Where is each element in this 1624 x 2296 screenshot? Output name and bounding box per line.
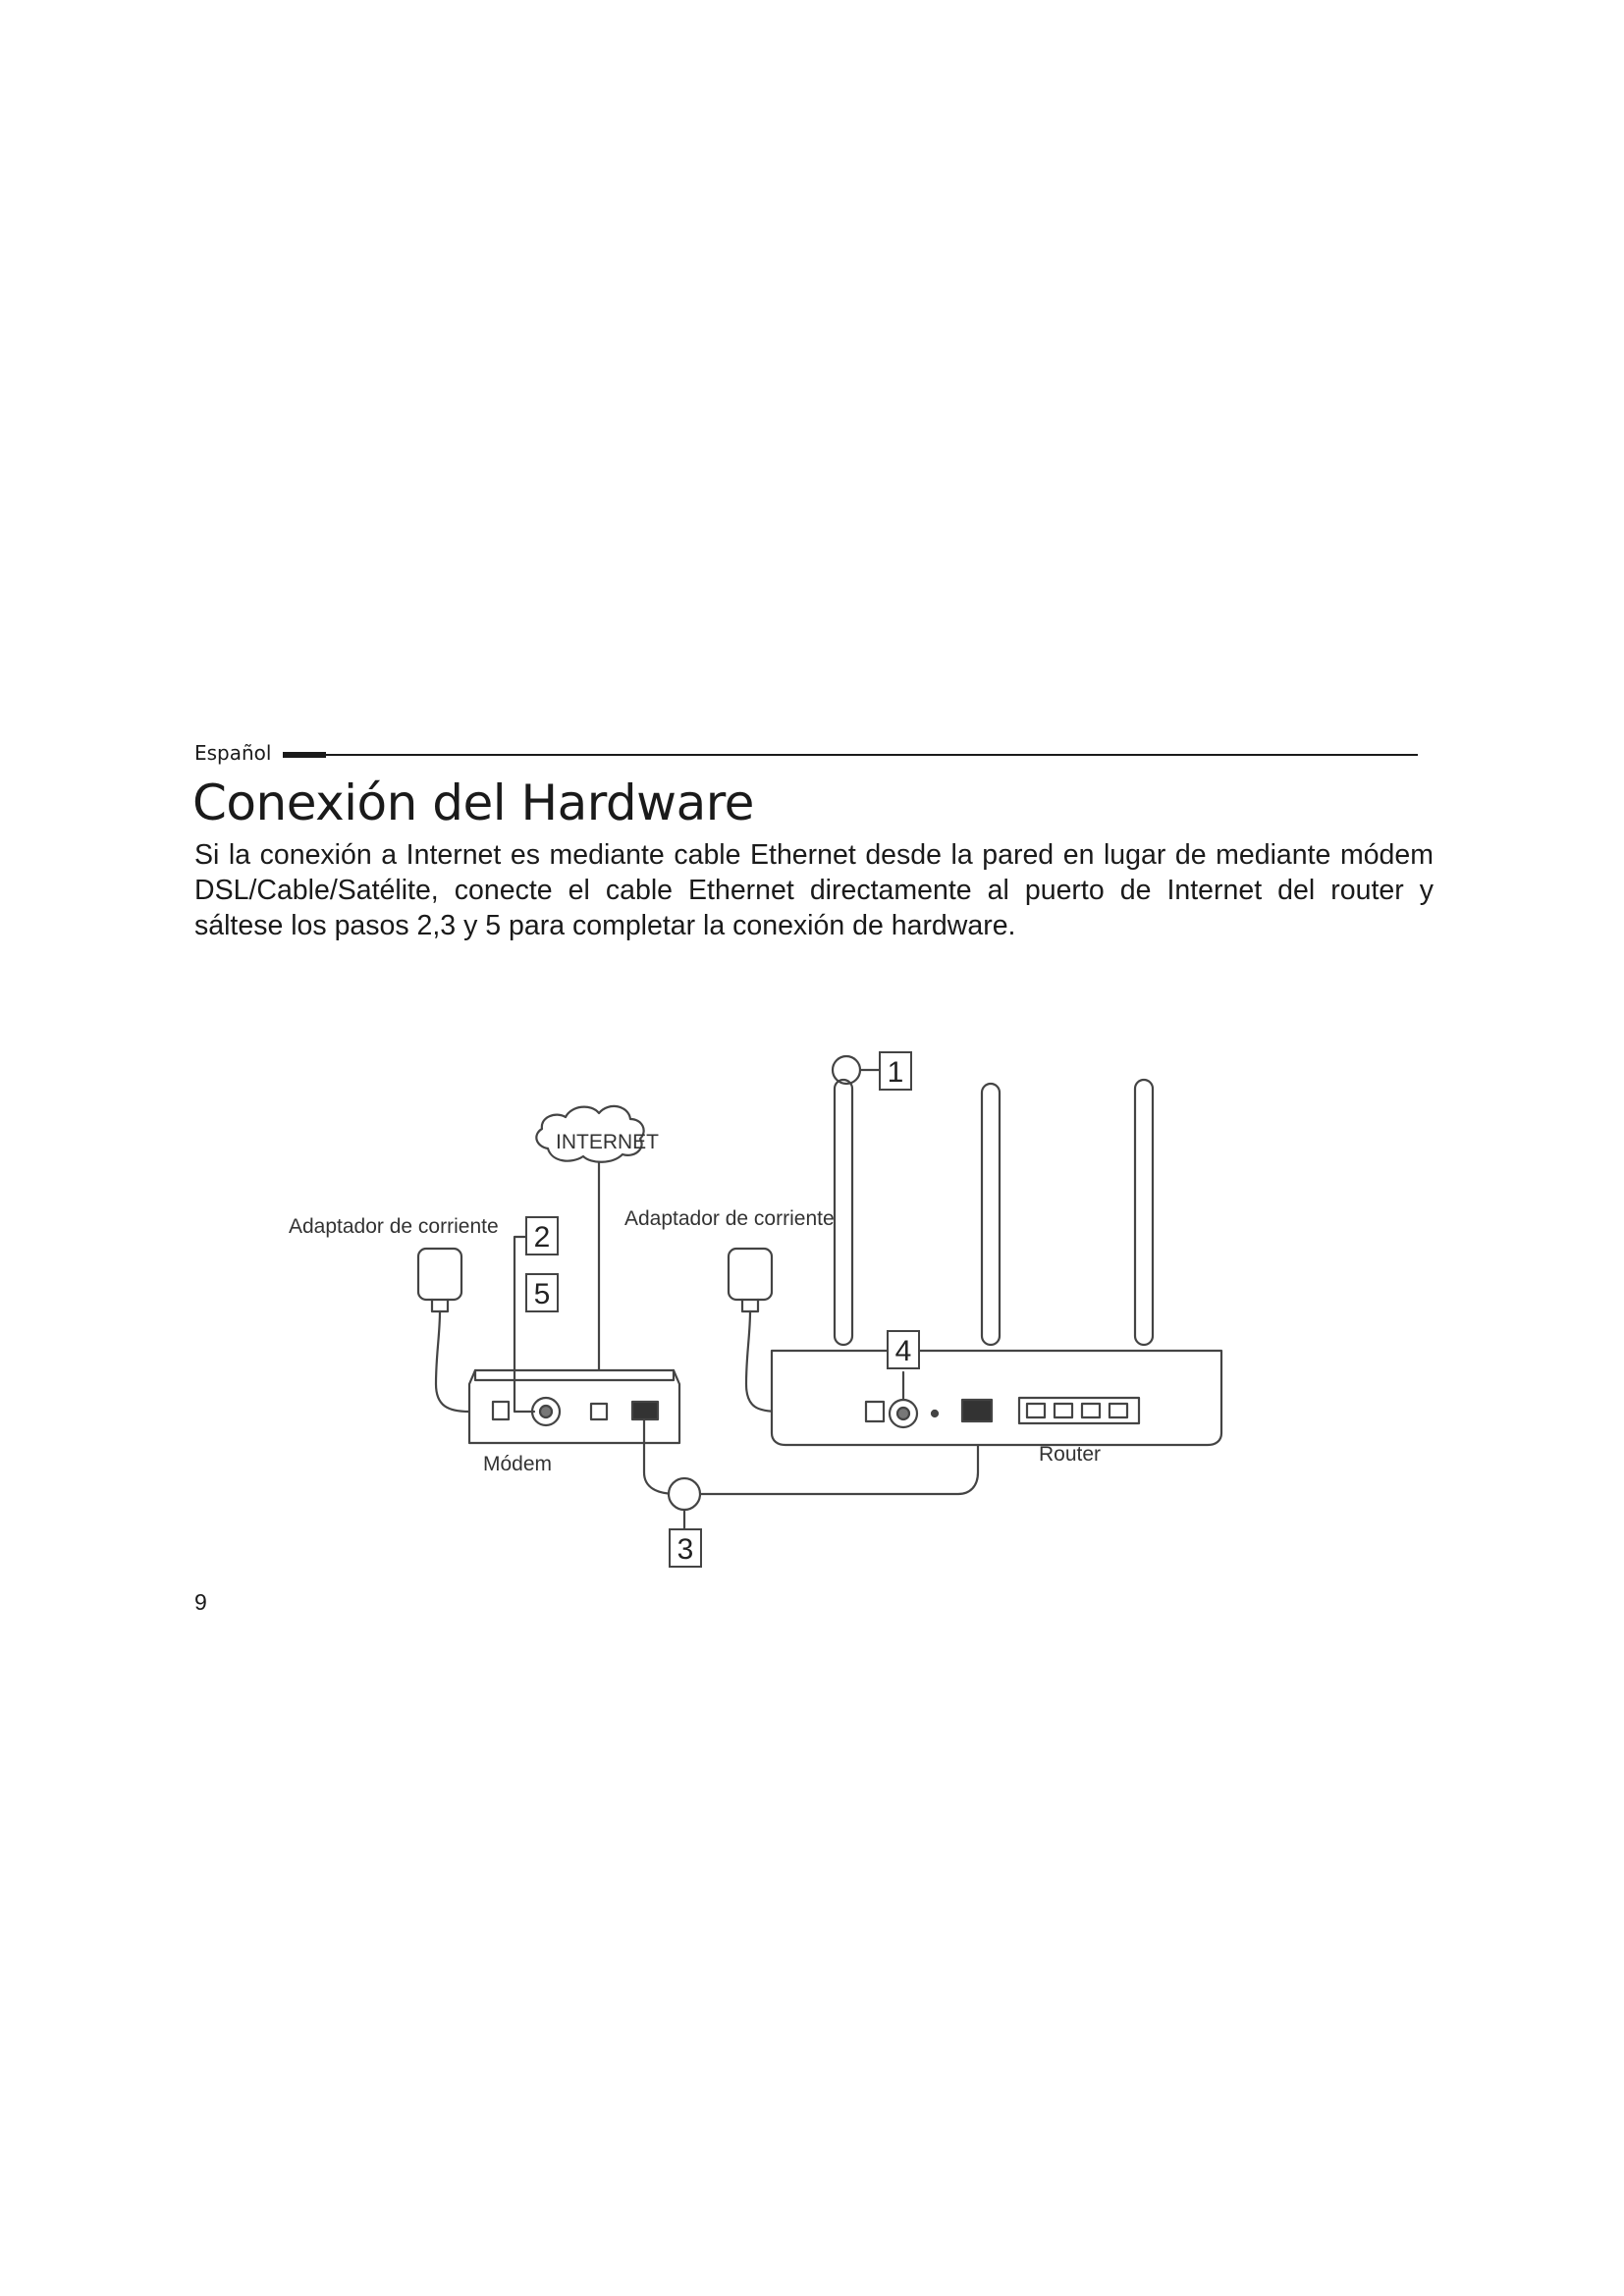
header-rule — [326, 754, 1418, 756]
router-power-adapter-icon — [729, 1249, 772, 1300]
router-antenna-right — [1135, 1080, 1153, 1345]
step-3-label: 3 — [677, 1533, 694, 1566]
router-lan-ports-icon — [1019, 1398, 1139, 1423]
modem-label: Módem — [483, 1453, 553, 1475]
step-3-highlight — [669, 1478, 700, 1510]
router-internet-port-icon — [962, 1400, 992, 1421]
step-2-label: 2 — [533, 1221, 551, 1254]
router-reset-icon — [932, 1411, 938, 1416]
modem-adapter-label: Adaptador de corriente — [289, 1215, 499, 1238]
router-body — [772, 1351, 1221, 1445]
router-label: Router — [1039, 1443, 1102, 1466]
language-label: Español — [194, 741, 272, 765]
router-antenna-middle — [982, 1084, 1000, 1345]
router-antenna-left — [835, 1080, 852, 1345]
modem-power-port-icon — [493, 1402, 509, 1419]
intro-paragraph: Si la conexión a Internet es mediante cable Ethernet desde la pared en lugar de mediante módem DSL/Cable/Satélite, conecte el cable Ethernet directamente al puerto de Internet del router y sáltese los pasos 2,3 y 5 para completar la conexión de hardware. — [194, 839, 1434, 941]
modem-phone-port-icon — [591, 1404, 607, 1419]
hardware-connection-diagram — [275, 1041, 1237, 1590]
internet-label: INTERNET — [556, 1131, 659, 1153]
router-power-port-icon — [866, 1402, 884, 1421]
step-5-label: 5 — [533, 1278, 551, 1310]
router-adapter-label: Adaptador de corriente — [624, 1207, 835, 1230]
step-4-label: 4 — [894, 1335, 912, 1367]
page-title: Conexión del Hardware — [192, 774, 754, 831]
modem-ethernet-port-icon — [632, 1402, 658, 1419]
modem-power-adapter-icon — [418, 1249, 461, 1300]
diagram-drawing — [275, 1041, 1237, 1590]
page-number: 9 — [194, 1589, 207, 1615]
language-header — [194, 738, 1422, 768]
step-1-label: 1 — [887, 1056, 904, 1089]
language-marker — [283, 752, 326, 758]
